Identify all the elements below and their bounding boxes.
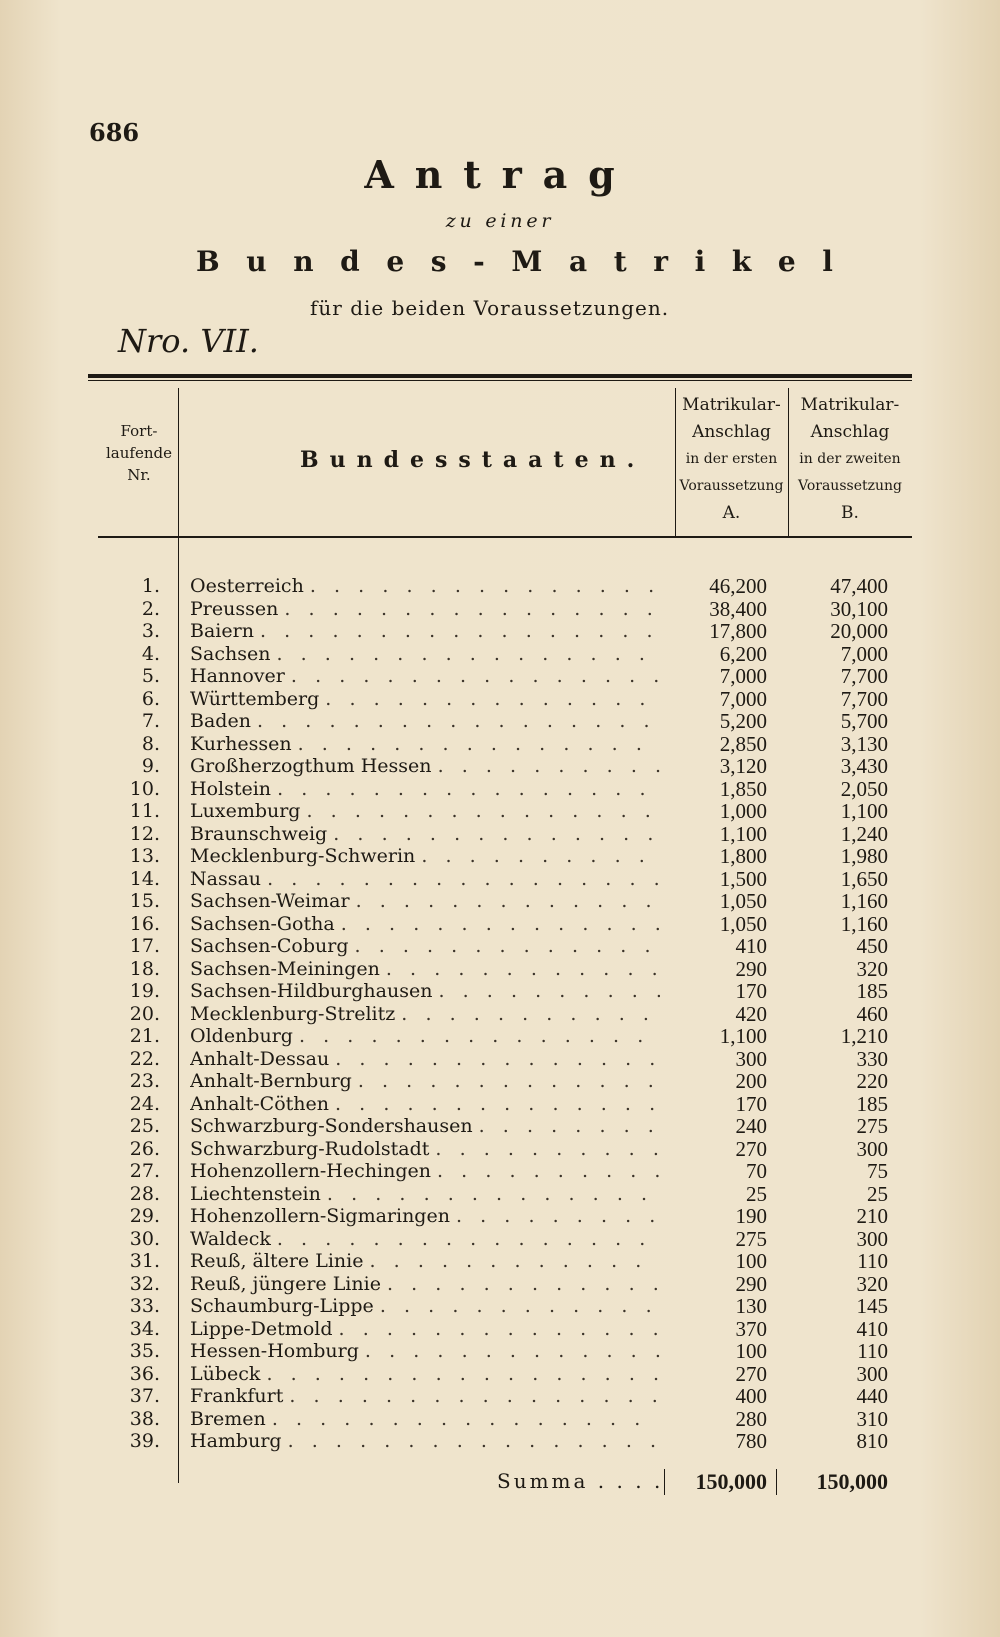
row-number: 9. bbox=[141, 755, 160, 777]
value-b: 110 bbox=[857, 1249, 888, 1273]
value-a: 130 bbox=[735, 1294, 767, 1318]
row-number: 15. bbox=[129, 890, 160, 912]
row-number: 17. bbox=[129, 935, 160, 957]
value-a: 280 bbox=[735, 1406, 767, 1431]
title-subtitle: für die beiden Voraussetzungen. bbox=[310, 296, 670, 320]
value-a: 7,000 bbox=[719, 686, 767, 711]
table-row bbox=[0, 643, 1000, 666]
table-row bbox=[0, 1318, 1000, 1341]
value-a: 7,000 bbox=[719, 664, 767, 688]
table-row bbox=[0, 688, 1000, 711]
header-b-line: in der zweiten bbox=[799, 451, 901, 467]
state-name: Anhalt-Bernburg . . bbox=[190, 1070, 660, 1093]
table-row bbox=[0, 913, 1000, 936]
summa-b: 150,000 bbox=[816, 1469, 888, 1494]
row-number: 33. bbox=[129, 1295, 160, 1317]
table-row bbox=[0, 755, 1000, 778]
value-b: 25 bbox=[867, 1181, 888, 1206]
matrikel-table-body bbox=[0, 575, 1000, 1453]
state-name: Hamburg . . bbox=[190, 1430, 660, 1453]
state-name: Hessen-Homburg . . bbox=[190, 1340, 660, 1363]
value-a: 290 bbox=[735, 956, 767, 981]
value-b: 300 bbox=[856, 1226, 888, 1251]
state-name: Bremen . . bbox=[190, 1408, 660, 1431]
value-a: 170 bbox=[735, 1091, 767, 1116]
value-b: 110 bbox=[857, 1339, 888, 1363]
state-name: Baiern . . bbox=[190, 620, 660, 643]
value-a: 1,100 bbox=[719, 1024, 767, 1048]
table-row bbox=[0, 980, 1000, 1003]
value-a: 3,120 bbox=[719, 754, 767, 778]
value-b: 300 bbox=[856, 1136, 888, 1161]
row-number: 37. bbox=[129, 1385, 160, 1407]
state-name: Braunschweig . . bbox=[190, 823, 660, 846]
value-a: 300 bbox=[735, 1046, 767, 1071]
table-row bbox=[0, 1228, 1000, 1251]
row-number: 19. bbox=[129, 980, 160, 1002]
row-number: 22. bbox=[129, 1047, 160, 1070]
value-a: 100 bbox=[735, 1339, 767, 1363]
top-rule-thin bbox=[88, 380, 912, 381]
state-name: Lübeck . . bbox=[190, 1363, 660, 1386]
value-a: 410 bbox=[735, 934, 767, 958]
row-number: 3. bbox=[141, 620, 160, 642]
value-b: 3,430 bbox=[840, 754, 888, 778]
value-b: 320 bbox=[856, 956, 888, 981]
header-col-b bbox=[788, 392, 912, 527]
table-row bbox=[0, 1385, 1000, 1408]
summa-row bbox=[0, 1469, 1000, 1499]
state-name: Reuß, ältere Linie . . bbox=[190, 1250, 660, 1273]
value-b: 2,050 bbox=[840, 776, 888, 801]
value-b: 7,700 bbox=[840, 686, 888, 711]
row-number: 28. bbox=[129, 1182, 160, 1205]
table-row bbox=[0, 620, 1000, 643]
state-name: Mecklenburg-Strelitz . . bbox=[190, 1003, 660, 1026]
value-b: 1,210 bbox=[840, 1024, 888, 1048]
state-name: Oldenburg . . bbox=[190, 1025, 660, 1048]
state-name: Sachsen-Coburg . . bbox=[190, 935, 660, 958]
row-number: 31. bbox=[129, 1250, 160, 1272]
header-nr bbox=[100, 420, 178, 486]
table-row bbox=[0, 1115, 1000, 1138]
value-b: 220 bbox=[856, 1069, 888, 1093]
value-b: 145 bbox=[856, 1294, 888, 1318]
table-row bbox=[0, 890, 1000, 913]
value-a: 200 bbox=[735, 1069, 767, 1093]
value-a: 1,050 bbox=[719, 889, 767, 913]
state-name: Frankfurt . . bbox=[190, 1385, 660, 1408]
page-number: 686 bbox=[89, 118, 140, 147]
title-bundes-matrikel: Bundes-Matrikel bbox=[196, 245, 860, 278]
row-number: 1. bbox=[141, 575, 160, 597]
header-a-line: Voraussetzung bbox=[679, 478, 784, 494]
summa-divider-a bbox=[664, 1469, 665, 1495]
row-number: 12. bbox=[129, 822, 160, 845]
row-number: 14. bbox=[129, 867, 160, 890]
value-a: 270 bbox=[735, 1136, 767, 1161]
header-b-line: B. bbox=[841, 503, 859, 523]
table-row bbox=[0, 1295, 1000, 1318]
table-row bbox=[0, 1138, 1000, 1161]
table-row bbox=[0, 1205, 1000, 1228]
state-name: Anhalt-Cöthen . . bbox=[190, 1093, 660, 1116]
header-bundesstaaten: Bundesstaaten. bbox=[300, 447, 646, 473]
value-b: 440 bbox=[856, 1384, 888, 1408]
state-name: Württemberg . . bbox=[190, 688, 660, 711]
value-a: 190 bbox=[735, 1204, 767, 1228]
value-b: 460 bbox=[856, 1001, 888, 1026]
table-row bbox=[0, 1070, 1000, 1093]
value-b: 75 bbox=[867, 1159, 888, 1183]
value-b: 185 bbox=[856, 979, 888, 1003]
state-name: Großherzogthum Hessen . . bbox=[190, 755, 660, 778]
row-number: 4. bbox=[141, 642, 160, 665]
row-number: 26. bbox=[129, 1137, 160, 1160]
state-name: Mecklenburg-Schwerin . . bbox=[190, 845, 660, 868]
state-name: Luxemburg . . bbox=[190, 800, 660, 823]
value-b: 1,160 bbox=[840, 911, 888, 936]
row-number: 11. bbox=[129, 800, 160, 822]
table-row bbox=[0, 1408, 1000, 1431]
table-row bbox=[0, 1093, 1000, 1116]
value-b: 1,980 bbox=[840, 844, 888, 868]
value-b: 5,700 bbox=[840, 709, 888, 733]
value-b: 7,700 bbox=[840, 664, 888, 688]
value-a: 275 bbox=[735, 1226, 767, 1251]
state-name: Reuß, jüngere Linie . . bbox=[190, 1273, 660, 1296]
row-number: 13. bbox=[129, 845, 160, 867]
state-name: Sachsen-Gotha . . bbox=[190, 913, 660, 936]
table-row bbox=[0, 733, 1000, 756]
row-number: 24. bbox=[129, 1092, 160, 1115]
value-a: 240 bbox=[735, 1114, 767, 1138]
row-number: 36. bbox=[129, 1362, 160, 1385]
state-name: Schwarzburg-Rudolstadt . . bbox=[190, 1138, 660, 1161]
value-b: 310 bbox=[856, 1406, 888, 1431]
header-rule bbox=[98, 536, 912, 538]
value-b: 30,100 bbox=[830, 596, 888, 621]
value-b: 47,400 bbox=[830, 574, 888, 598]
state-name: Schwarzburg-Sondershausen . . bbox=[190, 1115, 660, 1138]
title-zu-einer: zu einer bbox=[445, 210, 555, 232]
value-a: 5,200 bbox=[719, 709, 767, 733]
value-b: 1,100 bbox=[840, 799, 888, 823]
value-b: 300 bbox=[856, 1361, 888, 1386]
state-name: Hannover . . bbox=[190, 665, 660, 688]
row-number: 35. bbox=[129, 1340, 160, 1362]
value-a: 370 bbox=[735, 1316, 767, 1341]
row-number: 20. bbox=[129, 1002, 160, 1025]
row-number: 8. bbox=[141, 732, 160, 755]
value-a: 100 bbox=[735, 1249, 767, 1273]
state-name: Anhalt-Dessau . . bbox=[190, 1048, 660, 1071]
table-row bbox=[0, 1273, 1000, 1296]
state-name: Schaumburg-Lippe . . bbox=[190, 1295, 660, 1318]
value-a: 6,200 bbox=[719, 641, 767, 666]
value-a: 46,200 bbox=[709, 574, 767, 598]
value-a: 38,400 bbox=[709, 596, 767, 621]
table-row bbox=[0, 1430, 1000, 1453]
header-b-line: Voraussetzung bbox=[798, 478, 902, 494]
value-a: 270 bbox=[735, 1361, 767, 1386]
title-antrag: Antrag bbox=[364, 152, 636, 197]
table-row bbox=[0, 1250, 1000, 1273]
state-name: Hohenzollern-Sigmaringen . . bbox=[190, 1205, 660, 1228]
state-name: Sachsen-Meiningen . . bbox=[190, 958, 660, 981]
state-name: Waldeck . . bbox=[190, 1228, 660, 1251]
value-b: 410 bbox=[856, 1316, 888, 1341]
row-number: 2. bbox=[141, 597, 160, 620]
state-name: Sachsen-Hildburghausen . . bbox=[190, 980, 660, 1003]
table-row bbox=[0, 935, 1000, 958]
header-a-line: Anschlag bbox=[692, 422, 771, 442]
value-b: 1,240 bbox=[840, 821, 888, 846]
table-row bbox=[0, 1340, 1000, 1363]
row-number: 7. bbox=[141, 710, 160, 732]
table-row bbox=[0, 575, 1000, 598]
table-row bbox=[0, 778, 1000, 801]
value-a: 70 bbox=[746, 1159, 767, 1183]
row-number: 38. bbox=[129, 1407, 160, 1430]
value-a: 1,850 bbox=[719, 776, 767, 801]
table-row bbox=[0, 665, 1000, 688]
state-name: Oesterreich . . bbox=[190, 575, 660, 598]
value-b: 20,000 bbox=[830, 619, 888, 643]
value-b: 1,650 bbox=[840, 866, 888, 891]
value-b: 1,160 bbox=[840, 889, 888, 913]
value-a: 420 bbox=[735, 1001, 767, 1026]
value-a: 290 bbox=[735, 1271, 767, 1296]
value-a: 2,850 bbox=[719, 731, 767, 756]
table-row bbox=[0, 1160, 1000, 1183]
state-name: Hohenzollern-Hechingen . . bbox=[190, 1160, 660, 1183]
row-number: 27. bbox=[129, 1160, 160, 1182]
value-b: 810 bbox=[856, 1429, 888, 1453]
document-number: Nro. VII. bbox=[118, 322, 259, 360]
state-name: Liechtenstein . . bbox=[190, 1183, 660, 1206]
value-a: 1,100 bbox=[719, 821, 767, 846]
state-name: Baden . . bbox=[190, 710, 660, 733]
summa-label-text: Summa bbox=[497, 1469, 589, 1493]
row-number: 32. bbox=[129, 1272, 160, 1295]
row-number: 10. bbox=[129, 777, 160, 800]
header-b-line: Anschlag bbox=[810, 422, 890, 442]
table-row bbox=[0, 845, 1000, 868]
value-b: 3,130 bbox=[840, 731, 888, 756]
value-a: 1,800 bbox=[719, 844, 767, 868]
row-number: 39. bbox=[129, 1430, 160, 1452]
value-a: 1,050 bbox=[719, 911, 767, 936]
value-a: 1,500 bbox=[719, 866, 767, 891]
row-number: 29. bbox=[129, 1205, 160, 1227]
row-number: 21. bbox=[129, 1025, 160, 1047]
table-row bbox=[0, 1003, 1000, 1026]
state-name: Preussen . . bbox=[190, 598, 660, 621]
summa-label: Summa . . . . bbox=[497, 1469, 664, 1493]
header-a-line: A. bbox=[722, 503, 741, 523]
header-a-line: in der ersten bbox=[685, 451, 778, 467]
row-number: 34. bbox=[129, 1317, 160, 1340]
row-number: 16. bbox=[129, 912, 160, 935]
table-row bbox=[0, 868, 1000, 891]
state-name: Sachsen-Weimar . . bbox=[190, 890, 660, 913]
row-number: 6. bbox=[141, 687, 160, 710]
value-b: 7,000 bbox=[840, 641, 888, 666]
value-b: 185 bbox=[856, 1091, 888, 1116]
header-col-a bbox=[675, 392, 788, 527]
table-row bbox=[0, 958, 1000, 981]
summa-divider-b bbox=[776, 1469, 777, 1495]
value-b: 330 bbox=[856, 1046, 888, 1071]
state-name: Sachsen . . bbox=[190, 643, 660, 666]
value-b: 320 bbox=[856, 1271, 888, 1296]
header-b-line: Matrikular- bbox=[800, 395, 900, 415]
value-a: 400 bbox=[735, 1384, 767, 1408]
table-row bbox=[0, 1025, 1000, 1048]
value-b: 275 bbox=[856, 1114, 888, 1138]
header-nr-line: laufende bbox=[106, 444, 172, 462]
state-name: Kurhessen . . bbox=[190, 733, 660, 756]
value-a: 170 bbox=[735, 979, 767, 1003]
row-number: 30. bbox=[129, 1227, 160, 1250]
row-number: 5. bbox=[141, 665, 160, 687]
table-row bbox=[0, 598, 1000, 621]
value-a: 1,000 bbox=[719, 799, 767, 823]
header-nr-line: Fort- bbox=[120, 422, 158, 440]
table-row bbox=[0, 710, 1000, 733]
table-row bbox=[0, 823, 1000, 846]
header-nr-line: Nr. bbox=[127, 466, 151, 484]
summa-a: 150,000 bbox=[695, 1469, 767, 1494]
table-row bbox=[0, 1048, 1000, 1071]
value-a: 17,800 bbox=[709, 619, 767, 643]
top-rule-thick bbox=[88, 374, 912, 378]
row-number: 23. bbox=[129, 1070, 160, 1092]
state-name: Holstein . . bbox=[190, 778, 660, 801]
row-number: 25. bbox=[129, 1115, 160, 1137]
value-a: 25 bbox=[746, 1181, 767, 1206]
table-row bbox=[0, 1363, 1000, 1386]
header-a-line: Matrikular- bbox=[682, 395, 781, 415]
value-a: 780 bbox=[735, 1429, 767, 1453]
table-row bbox=[0, 1183, 1000, 1206]
state-name: Lippe-Detmold . . bbox=[190, 1318, 660, 1341]
state-name: Nassau . . bbox=[190, 868, 660, 891]
value-b: 210 bbox=[856, 1204, 888, 1228]
row-number: 18. bbox=[129, 957, 160, 980]
value-b: 450 bbox=[856, 934, 888, 958]
table-row bbox=[0, 800, 1000, 823]
